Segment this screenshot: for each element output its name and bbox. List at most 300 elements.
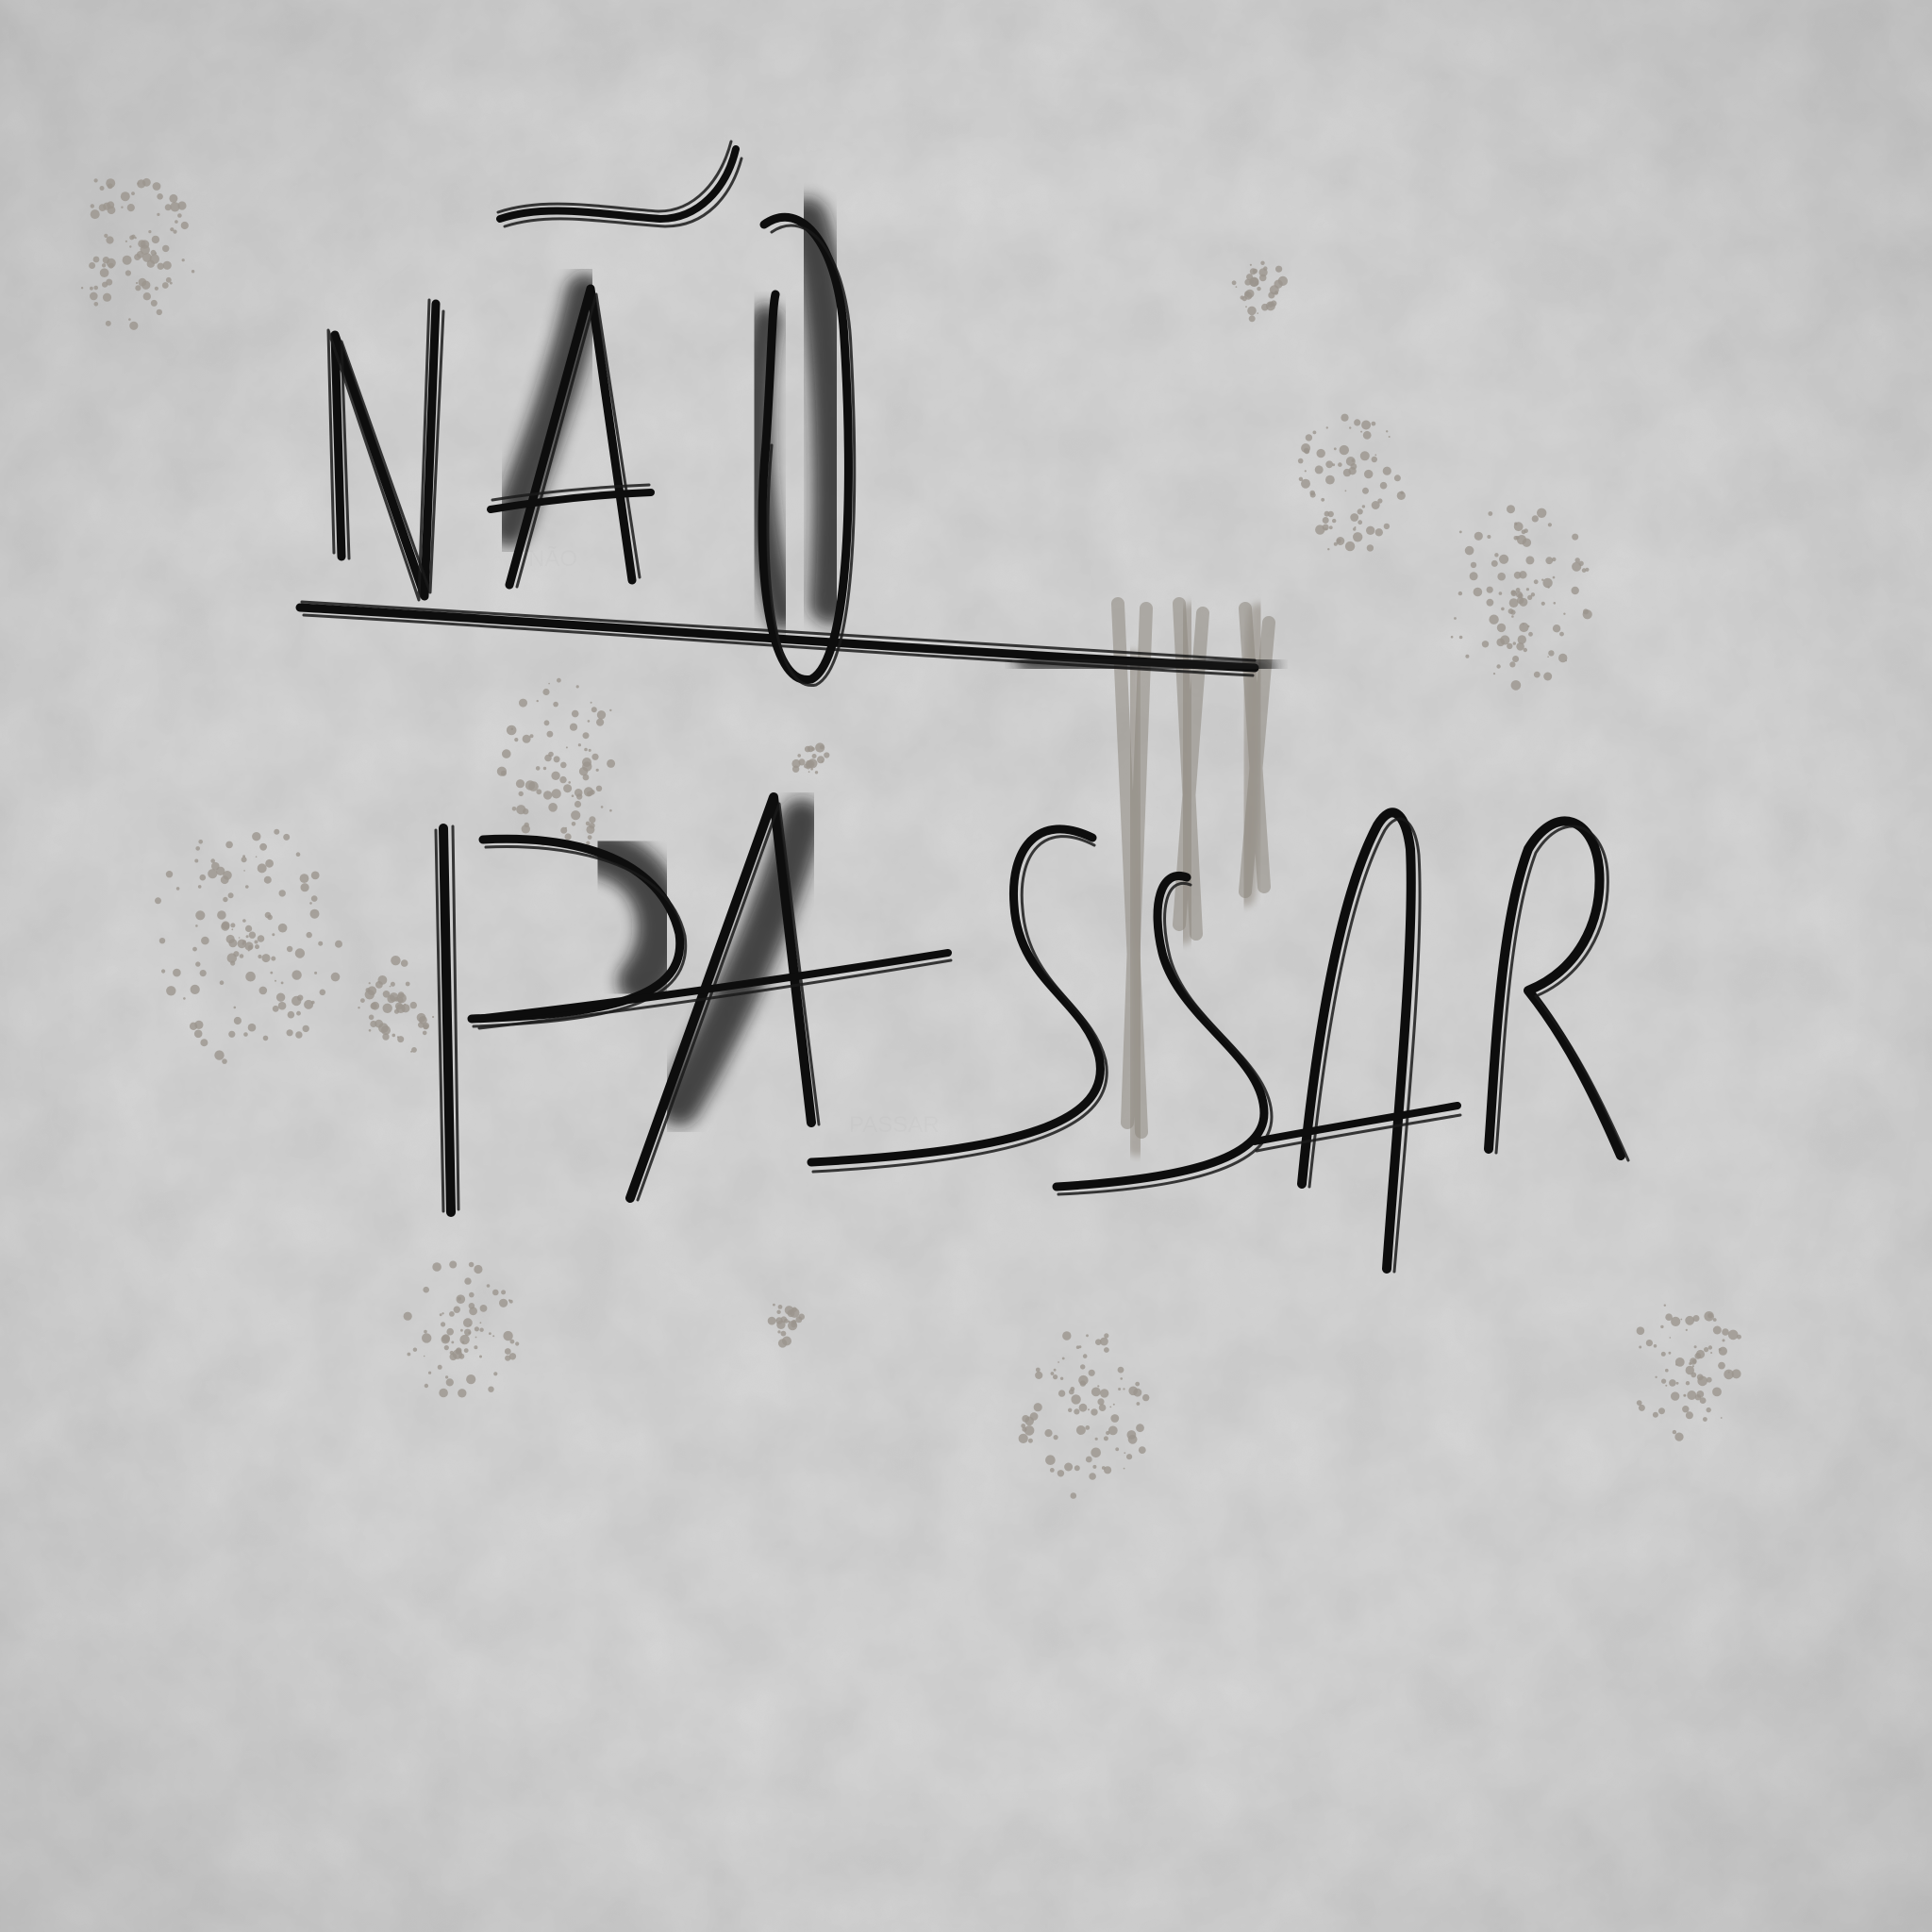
splatter-dot — [588, 720, 591, 723]
splatter-dot — [365, 990, 375, 999]
splatter-dot — [464, 1348, 469, 1353]
splatter-dot — [150, 254, 159, 263]
splatter-dot — [220, 980, 225, 985]
splatter-dot — [1349, 426, 1351, 428]
splatter-dot — [1362, 488, 1369, 494]
splatter-dot — [1542, 578, 1552, 588]
splatter-dot — [1074, 1465, 1080, 1471]
splatter-dot — [1669, 1379, 1676, 1387]
splatter-dot — [1034, 1403, 1042, 1411]
splatter-dot — [424, 1330, 427, 1334]
splatter-dot — [390, 986, 391, 988]
splatter-dot — [401, 959, 408, 967]
splatter-dot — [152, 236, 159, 243]
splatter-dot — [583, 774, 590, 781]
splatter-dot — [1123, 1388, 1124, 1390]
splatter-dot — [493, 1372, 497, 1375]
splatter-dot — [438, 1365, 442, 1370]
splatter-dot — [777, 1330, 780, 1333]
splatter-dot — [1332, 519, 1336, 523]
splatter-dot — [1707, 1407, 1711, 1412]
splatter-dot — [1377, 498, 1382, 503]
splatter-dot — [523, 808, 528, 814]
splatter-dot — [441, 1335, 450, 1343]
splatter-dot — [1305, 470, 1307, 472]
splatter-dot — [1673, 1430, 1676, 1434]
splatter-dot — [1707, 1377, 1712, 1383]
splatter-dot — [1686, 1381, 1690, 1385]
splatter-dot — [1099, 1404, 1107, 1411]
splatter-dot — [591, 707, 597, 712]
splatter-dot — [1089, 1473, 1096, 1480]
splatter-dot — [176, 887, 180, 891]
splatter-dot — [90, 287, 93, 291]
splatter-dot — [125, 241, 127, 242]
splatter-dot — [311, 895, 318, 902]
splatter-dot — [1661, 1352, 1666, 1357]
splatter-dot — [1245, 290, 1254, 298]
splatter-dot — [1696, 1350, 1705, 1358]
splatter-dot — [272, 933, 275, 936]
splatter-dot — [1104, 1347, 1109, 1353]
splatter-dot — [1487, 599, 1494, 607]
splatter-dot — [423, 1287, 429, 1293]
splatter-dot — [1700, 1397, 1707, 1404]
splatter-dot — [1553, 625, 1560, 632]
splatter-dot — [417, 1013, 426, 1023]
splatter-dot — [1275, 266, 1282, 273]
splatter-dot — [543, 791, 552, 799]
splatter-dot — [391, 956, 400, 965]
splatter-dot — [576, 685, 579, 688]
splatter-dot — [1400, 491, 1404, 495]
splatter-dot — [1660, 1325, 1663, 1328]
splatter-dot — [1545, 557, 1553, 564]
splatter-dot — [424, 1356, 425, 1357]
splatter-dot — [479, 1328, 483, 1332]
splatter-dot — [175, 220, 178, 224]
splatter-dot — [1350, 513, 1358, 522]
splatter-dot — [1703, 1417, 1707, 1422]
splatter-dot — [391, 982, 395, 987]
splatter-dot — [446, 1328, 454, 1336]
splatter-dot — [509, 1300, 513, 1304]
splatter-dot — [287, 946, 292, 952]
splatter-dot — [1334, 542, 1338, 546]
splatter-dot — [194, 859, 198, 863]
splatter-dot — [591, 754, 598, 760]
splatter-dot — [198, 885, 202, 889]
splatter-dot — [136, 282, 138, 284]
splatter-dot — [1250, 264, 1252, 266]
splatter-dot — [1471, 562, 1476, 568]
splatter-dot — [775, 1317, 782, 1324]
splatter-dot — [817, 756, 824, 763]
splatter-dot — [480, 1322, 482, 1324]
splatter-dot — [1110, 1414, 1119, 1423]
splatter-dot — [1317, 449, 1325, 458]
splatter-dot — [1353, 532, 1362, 541]
splatter-dot — [1547, 656, 1549, 658]
splatter-dot — [475, 1337, 477, 1339]
splatter-dot — [1091, 1388, 1101, 1397]
splatter-dot — [91, 209, 100, 219]
splatter-dot — [1108, 1426, 1118, 1436]
splatter-dot — [194, 1030, 203, 1039]
splatter-dot — [331, 973, 341, 982]
splatter-dot — [249, 932, 256, 939]
splatter-dot — [519, 791, 524, 796]
splatter-dot — [369, 982, 371, 984]
splatter-dot — [1704, 1311, 1714, 1322]
splatter-dot — [89, 262, 95, 269]
splatter-dot — [1315, 465, 1324, 474]
splatter-dot — [195, 924, 198, 927]
splatter-dot — [274, 829, 279, 835]
splatter-dot — [1710, 1352, 1712, 1354]
splatter-dot — [1386, 430, 1388, 432]
splatter-dot — [1684, 1394, 1686, 1396]
splatter-dot — [1054, 1435, 1058, 1440]
splatter-dot — [1465, 546, 1474, 556]
splatter-dot — [1337, 539, 1341, 543]
splatter-dot — [383, 991, 391, 998]
splatter-dot — [441, 1312, 443, 1314]
splatter-dot — [1064, 1463, 1073, 1472]
splatter-dot — [382, 1033, 389, 1040]
splatter-dot — [158, 263, 164, 270]
splatter-dot — [1325, 460, 1333, 468]
splatter-dot — [296, 852, 301, 857]
splatter-dot — [1724, 1370, 1734, 1380]
splatter-dot — [198, 840, 203, 844]
splatter-dot — [300, 874, 309, 883]
splatter-dot — [1030, 1412, 1039, 1421]
splatter-dot — [398, 991, 405, 998]
splatter-dot — [1514, 572, 1522, 579]
splatter-dot — [1525, 556, 1534, 564]
splatter-dot — [575, 789, 583, 797]
splatter-dot — [242, 857, 247, 862]
splatter-dot — [596, 769, 599, 772]
splatter-dot — [221, 875, 229, 884]
splatter-dot — [1257, 312, 1258, 314]
splatter-dot — [458, 1297, 461, 1301]
splatter-dot — [824, 752, 829, 758]
splatter-dot — [1306, 434, 1312, 441]
splatter-dot — [1541, 602, 1545, 606]
splatter-dot — [242, 919, 246, 923]
splatter-dot — [1021, 1424, 1025, 1428]
splatter-dot — [793, 1321, 796, 1324]
splatter-dot — [1079, 1404, 1088, 1412]
splatter-dot — [108, 183, 113, 189]
splatter-dot — [129, 322, 138, 330]
splatter-dot — [1517, 597, 1524, 604]
splatter-dot — [503, 1331, 512, 1341]
splatter-dot — [162, 245, 169, 252]
splatter-dot — [451, 1341, 454, 1344]
splatter-dot — [121, 192, 130, 201]
splatter-dot — [441, 1322, 445, 1326]
splatter-dot — [240, 954, 244, 958]
splatter-dot — [537, 700, 539, 702]
splatter-dot — [1527, 595, 1532, 600]
splatter-dot — [411, 1047, 417, 1053]
splatter-dot — [1565, 660, 1567, 662]
splatter-dot — [303, 1025, 309, 1032]
splatter-dot — [1696, 1391, 1704, 1398]
splatter-dot — [258, 955, 261, 958]
splatter-dot — [1497, 573, 1506, 581]
splatter-dot — [798, 1314, 805, 1321]
splatter-dot — [1474, 588, 1483, 597]
splatter-dot — [1572, 534, 1578, 541]
splatter-dot — [91, 204, 94, 208]
splatter-dot — [791, 759, 800, 768]
splatter-dot — [1045, 1455, 1056, 1465]
splatter-dot — [1142, 1394, 1149, 1401]
splatter-dot — [248, 950, 250, 952]
splatter-dot — [1487, 535, 1491, 539]
splatter-dot — [265, 912, 272, 919]
splatter-dot — [1247, 307, 1257, 316]
splatter-dot — [1086, 1457, 1092, 1463]
splatter-dot — [1074, 1408, 1079, 1414]
splatter-dot — [131, 192, 135, 195]
splatter-dot — [358, 1007, 359, 1008]
splatter-dot — [155, 897, 161, 904]
splatter-dot — [157, 213, 159, 216]
splatter-dot — [1665, 1369, 1669, 1373]
splatter-dot — [1323, 517, 1329, 524]
splatter-dot — [1553, 576, 1556, 579]
splatter-dot — [1088, 1408, 1090, 1410]
splatter-dot — [1104, 1436, 1108, 1441]
splatter-dot — [94, 178, 98, 182]
splatter-dot — [584, 787, 593, 796]
splatter-dot — [565, 833, 572, 840]
splatter-dot — [1089, 1370, 1095, 1376]
splatter-dot — [501, 1290, 506, 1294]
splatter-dot — [259, 987, 268, 995]
splatter-dot — [311, 872, 320, 880]
splatter-dot — [208, 869, 217, 878]
splatter-dot — [1497, 624, 1506, 632]
splatter-dot — [1083, 1354, 1088, 1358]
splatter-dot — [488, 1387, 493, 1392]
splatter-dot — [1035, 1372, 1042, 1379]
splatter-dot — [162, 282, 169, 289]
splatter-dot — [194, 1021, 203, 1029]
splatter-dot — [1097, 1398, 1104, 1405]
splatter-dot — [1518, 635, 1526, 643]
splatter-dot — [773, 1304, 775, 1307]
splatter-dot — [309, 902, 312, 905]
splatter-dot — [1245, 306, 1247, 308]
splatter-dot — [1334, 447, 1337, 450]
splatter-dot — [552, 789, 561, 798]
splatter-dot — [1327, 548, 1329, 550]
splatter-dot — [255, 941, 258, 944]
splatter-dot — [464, 1329, 471, 1336]
splatter-dot — [548, 803, 558, 812]
splatter-dot — [512, 807, 517, 811]
splatter-dot — [1451, 636, 1454, 639]
splatter-dot — [1128, 1387, 1138, 1396]
splatter-dot — [102, 263, 106, 267]
splatter-dot — [1036, 1368, 1041, 1373]
splatter-dot — [314, 972, 317, 974]
splatter-dot — [275, 980, 276, 982]
splatter-dot — [151, 250, 157, 256]
splatter-dot — [547, 731, 554, 738]
splatter-dot — [360, 998, 365, 1003]
splatter-dot — [214, 1050, 224, 1059]
splatter-dot — [375, 1020, 383, 1028]
splatter-dot — [1509, 598, 1519, 608]
splatter-dot — [449, 1261, 457, 1269]
splatter-dot — [1126, 1454, 1132, 1459]
splatter-dot — [397, 1036, 404, 1042]
splatter-dot — [81, 287, 83, 289]
splatter-dot — [1068, 1408, 1072, 1412]
splatter-dot — [1372, 422, 1376, 426]
splatter-dot — [1050, 1468, 1055, 1473]
splatter-dot — [572, 710, 579, 718]
splatter-dot — [439, 1389, 448, 1398]
splatter-dot — [1321, 498, 1324, 502]
splatter-dot — [589, 749, 591, 752]
splatter-dot — [1693, 1315, 1700, 1322]
splatter-dot — [182, 258, 185, 261]
splatter-dot — [138, 240, 145, 247]
splatter-dot — [157, 193, 163, 200]
splatter-dot — [1537, 508, 1546, 518]
splatter-dot — [1109, 1407, 1111, 1408]
splatter-dot — [161, 969, 165, 973]
splatter-dot — [259, 843, 267, 851]
splatter-dot — [181, 222, 189, 229]
splatter-dot — [128, 318, 131, 321]
splatter-dot — [1697, 1374, 1704, 1381]
splatter-dot — [151, 300, 158, 307]
splatter-dot — [516, 779, 525, 788]
splatter-dot — [1058, 1470, 1064, 1476]
splatter-dot — [265, 859, 274, 868]
splatter-dot — [166, 871, 173, 877]
splatter-dot — [1054, 1369, 1057, 1372]
splatter-dot — [295, 1031, 302, 1038]
splatter-dot — [1665, 1313, 1673, 1321]
splatter-dot — [591, 702, 592, 704]
splatter-dot — [1669, 1352, 1672, 1355]
splatter-dot — [551, 772, 559, 780]
splatter-dot — [1058, 1390, 1065, 1396]
splatter-dot — [1563, 613, 1565, 615]
splatter-dot — [1076, 1345, 1080, 1349]
splatter-dot — [1366, 526, 1374, 535]
splatter-dot — [104, 234, 108, 238]
splatter-dot — [1639, 1346, 1641, 1349]
splatter-dot — [318, 941, 323, 946]
splatter-dot — [1250, 268, 1257, 275]
splatter-dot — [1058, 1361, 1059, 1363]
splatter-dot — [135, 237, 137, 239]
splatter-dot — [1708, 1345, 1712, 1349]
splatter-dot — [1685, 1316, 1694, 1325]
splatter-dot — [252, 832, 260, 841]
splatter-dot — [463, 1318, 473, 1327]
splatter-dot — [1722, 1328, 1729, 1336]
splatter-dot — [1482, 641, 1489, 647]
splatter-dot — [135, 285, 141, 291]
splatter-dot — [239, 937, 241, 939]
splatter-dot — [1721, 1417, 1723, 1419]
splatter-dot — [1268, 291, 1274, 298]
splatter-dot — [792, 1307, 797, 1312]
splatter-dot — [480, 1305, 488, 1312]
splatter-dot — [1489, 615, 1498, 625]
splatter-dot — [1664, 1305, 1666, 1307]
splatter-dot — [296, 1011, 301, 1016]
splatter-dot — [166, 986, 175, 995]
splatter-dot — [103, 257, 109, 263]
splatter-dot — [383, 1004, 392, 1013]
splatter-dot — [100, 186, 105, 191]
splatter-dot — [422, 1333, 431, 1342]
splatter-dot — [225, 841, 233, 849]
splatter-dot — [1511, 615, 1514, 618]
splatter-dot — [1354, 419, 1360, 425]
splatter-dot — [1513, 641, 1516, 644]
splatter-dot — [228, 892, 234, 898]
splatter-dot — [371, 1002, 379, 1010]
splatter-dot — [278, 924, 288, 933]
splatter-dot — [125, 270, 131, 275]
splatter-dot — [127, 204, 135, 211]
splatter-dot — [242, 941, 246, 944]
splatter-dot — [195, 846, 200, 851]
splatter-dot — [183, 997, 186, 1000]
splatter-dot — [808, 771, 810, 773]
splatter-dot — [469, 1262, 475, 1268]
splatter-dot — [221, 923, 229, 931]
splatter-dot — [570, 724, 577, 731]
splatter-dot — [223, 897, 227, 902]
splatter-dot — [404, 1312, 412, 1321]
splatter-dot — [369, 1029, 372, 1032]
splatter-dot — [596, 786, 602, 791]
splatter-dot — [230, 923, 235, 927]
splatter-dot — [90, 292, 98, 301]
splatter-dot — [525, 780, 535, 790]
splatter-dot — [607, 759, 615, 768]
splatter-dot — [1499, 555, 1508, 564]
splatter-dot — [245, 925, 252, 932]
splatter-dot — [200, 874, 207, 881]
splatter-dot — [432, 1016, 434, 1018]
splatter-dot — [501, 771, 507, 776]
splatter-dot — [1514, 522, 1524, 531]
splatter-dot — [1523, 624, 1524, 625]
graffiti-text-nao — [528, 546, 577, 572]
splatter-dot — [1661, 1379, 1666, 1384]
splatter-dot — [1682, 1406, 1689, 1412]
splatter-dot — [572, 794, 575, 797]
splatter-dot — [1080, 1380, 1086, 1386]
splatter-dot — [297, 995, 303, 1001]
